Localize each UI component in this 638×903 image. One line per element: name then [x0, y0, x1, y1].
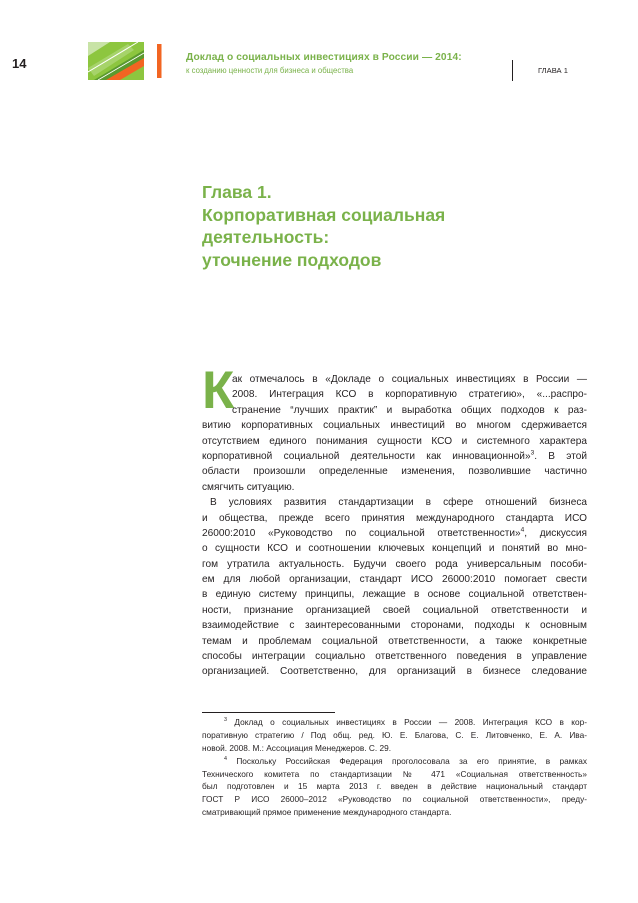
- body-line: гом утратила актуальность. Будучи своего рода универсальным пособи-: [202, 558, 587, 570]
- body-text: [202, 372, 587, 680]
- body-line: области произошли определенные изменения, позволившие частично: [202, 466, 587, 478]
- footnotes: [202, 716, 587, 819]
- body-line: о сущности КСО и соотношении ключевых концепций и понятий во мно-: [202, 543, 587, 555]
- footnote-line: был подготовлен и 15 марта 2013 г. введен в действие национальный стандарт: [202, 781, 587, 792]
- chapter-title-line: Корпоративная социальная: [202, 204, 446, 225]
- body-line: ности, признание организацией своей социальной ответственности и: [202, 604, 587, 616]
- footnote-divider: [202, 712, 335, 713]
- body-line: ак отмечалось в «Докладе о социальных инвестициях в России —: [232, 374, 587, 385]
- footnote-ref: 4: [520, 526, 525, 534]
- header-divider: [512, 60, 513, 81]
- footnote-line: поративную стратегию / Под общ. ред. Ю. Е. Благова, С. Е. Литовченко, Е. А. Ива-: [202, 729, 587, 740]
- body-line: взаимодействие с заинтересованными сторонами, подходы к основным: [202, 620, 587, 632]
- footnote-line: $^4$ Поскольку Российская Федерация проголосовала за его принятие, в рамках: [224, 755, 587, 766]
- body-line: витию корпоративных социальных инвестиций во многом сдерживается: [202, 420, 587, 432]
- chapter-title-line: уточнение подходов: [202, 249, 382, 270]
- body-line: странение “лучших практик” и выработка общих подходов к раз-: [232, 404, 587, 416]
- chapter-title-line: деятельность:: [202, 227, 330, 247]
- body-line: и общества, прежде всего принятия международного стандарта ИСО: [202, 512, 587, 524]
- chapter-label: ГЛАВА 1: [538, 66, 568, 75]
- body-line: темам и проблемам социальной ответственности, а также конкретные: [202, 635, 587, 647]
- body-line: ем для любой организации, стандарт ИСО 26000:2010 помогает свести: [202, 574, 587, 586]
- chapter-title-line: Глава 1.: [202, 182, 272, 202]
- body-line: в единую систему принципы, лежащие в основе социальной ответствен-: [202, 589, 587, 601]
- report-subtitle: к созданию ценности для бизнеса и общества: [186, 66, 354, 75]
- footnote-line: Технического комитета по стандартизации № 471 «Социальная ответственность»: [202, 768, 587, 779]
- drop-cap: К: [202, 361, 235, 420]
- body-line: смягчить ситуацию.: [202, 481, 295, 493]
- footnote-mark: 4: [224, 755, 227, 762]
- footnote-mark: 3: [224, 717, 227, 724]
- chapter-title: [202, 181, 445, 271]
- body-line: организацией. Соответственно, для организаций в бизнесе следование: [202, 666, 587, 678]
- report-logo: [88, 42, 170, 80]
- body-line: 2008. Интеграция КСО в корпоративную стратегию», «...распро-: [232, 389, 587, 401]
- body-line: корпоративной социальной деятельности как инновационной»$^3$. В этой: [202, 449, 587, 462]
- body-line: В условиях развития стандартизации в сфере отношений бизнеса: [210, 497, 587, 509]
- footnote-line: $^3$ Доклад о социальных инвестициях в России — 2008. Интеграция КСО в кор-: [224, 717, 587, 727]
- body-line: способы интеграции социально ответственного поведения в управление: [202, 651, 587, 663]
- page-number: 14: [12, 56, 27, 71]
- body-line: 26000:2010 «Руководство по социальной ответственности»$^4$, дискуссия: [202, 526, 587, 539]
- body-line: отсутствием единого понимания сущности КСО и системного характера: [202, 435, 587, 447]
- report-title: Доклад о социальных инвестициях в России — 2014:: [186, 52, 462, 63]
- footnote-line: ГОСТ Р ИСО 26000–2012 «Руководство по социальной ответственности», преду-: [202, 794, 587, 805]
- footnote-line: сматривающий прямое применение международного стандарта.: [202, 807, 452, 818]
- footnote-line: новой. 2008. М.: Ассоциация Менеджеров. С. 29.: [202, 742, 392, 753]
- footnote-ref: 3: [530, 449, 535, 457]
